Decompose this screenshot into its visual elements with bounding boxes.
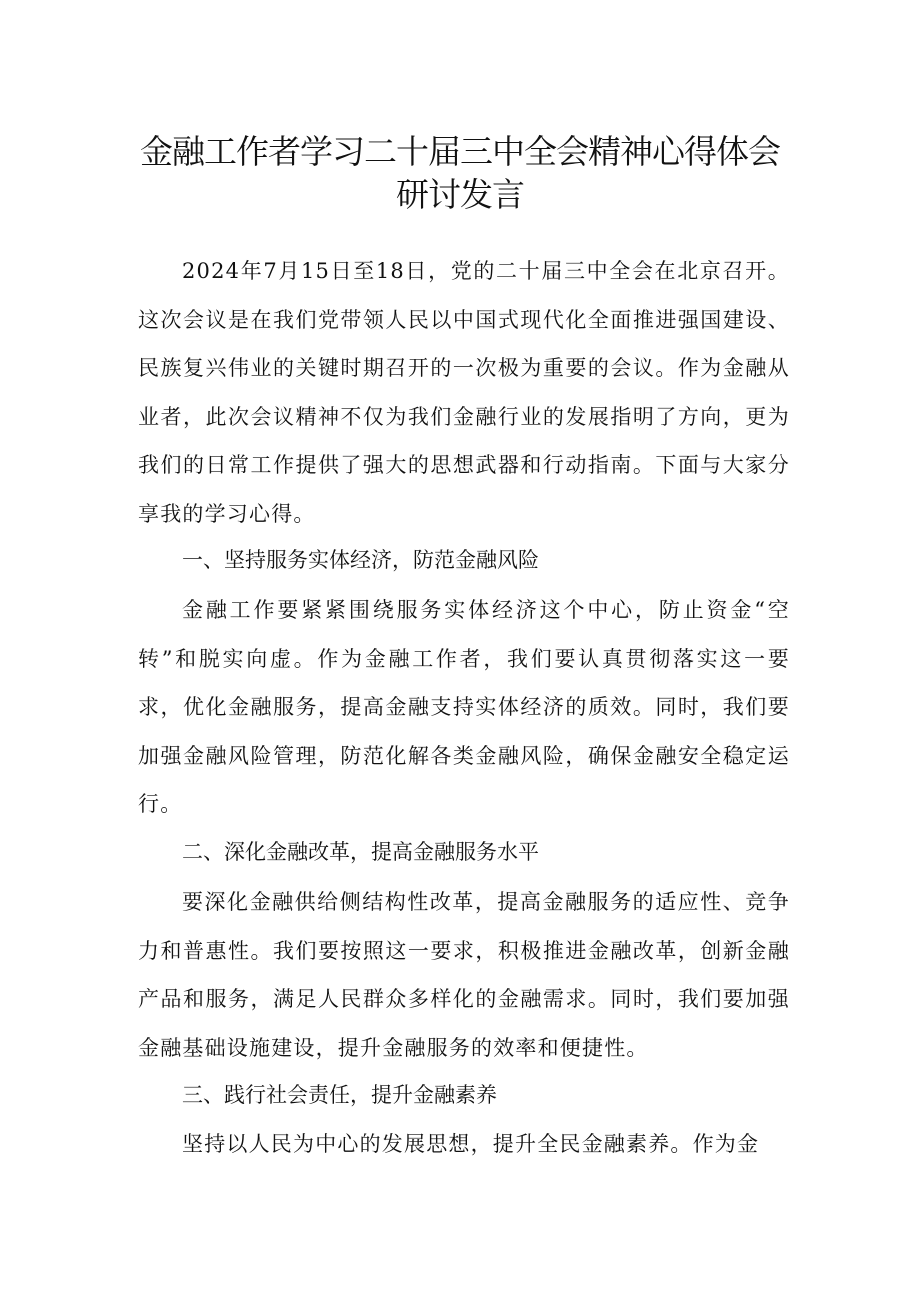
- section-body-1: 金融工作要紧紧围绕服务实体经济这个中心，防止资金“空转”和脱实向虚。作为金融工作者，我们要认真贯彻落实这一要求，优化金融服务，提高金融支持实体经济的质效。同时，我们要加强金融风险管理，防范化解各类金融风险，确保金融安全稳定运行。: [138, 598, 790, 816]
- section-heading-3: 三、践行社会责任，提升金融素养: [182, 1083, 497, 1107]
- section-heading-2: 二、深化金融改革，提高金融服务水平: [182, 840, 539, 864]
- intro-paragraph: 2024年7月15日至18日，党的二十届三中全会在北京召开。这次会议是在我们党带领人民以中国式现代化全面推进强国建设、民族复兴伟业的关键时期召开的一次极为重要的会议。作为金融从业者，此次会议精神不仅为我们金融行业的发展指明了方向，更为我们的日常工作提供了强大的思想武器和行动指南。下面与大家分享我的学习心得。: [138, 259, 790, 526]
- section-heading-1: 一、坚持服务实体经济，防范金融风险: [182, 548, 539, 572]
- document-title-line-2: 研讨发言: [396, 175, 524, 214]
- section-body-3: 坚持以人民为中心的发展思想，提升全民金融素养。作为金: [182, 1132, 760, 1156]
- document-title-line-1: 金融工作者学习二十届三中全会精神心得体会: [140, 132, 780, 171]
- section-body-2: 要深化金融供给侧结构性改革，提高金融服务的适应性、竞争力和普惠性。我们要按照这一要求，积极推进金融改革，创新金融产品和服务，满足人民群众多样化的金融需求。同时，我们要加强金融基础设施建设，提升金融服务的效率和便捷性。: [138, 890, 790, 1060]
